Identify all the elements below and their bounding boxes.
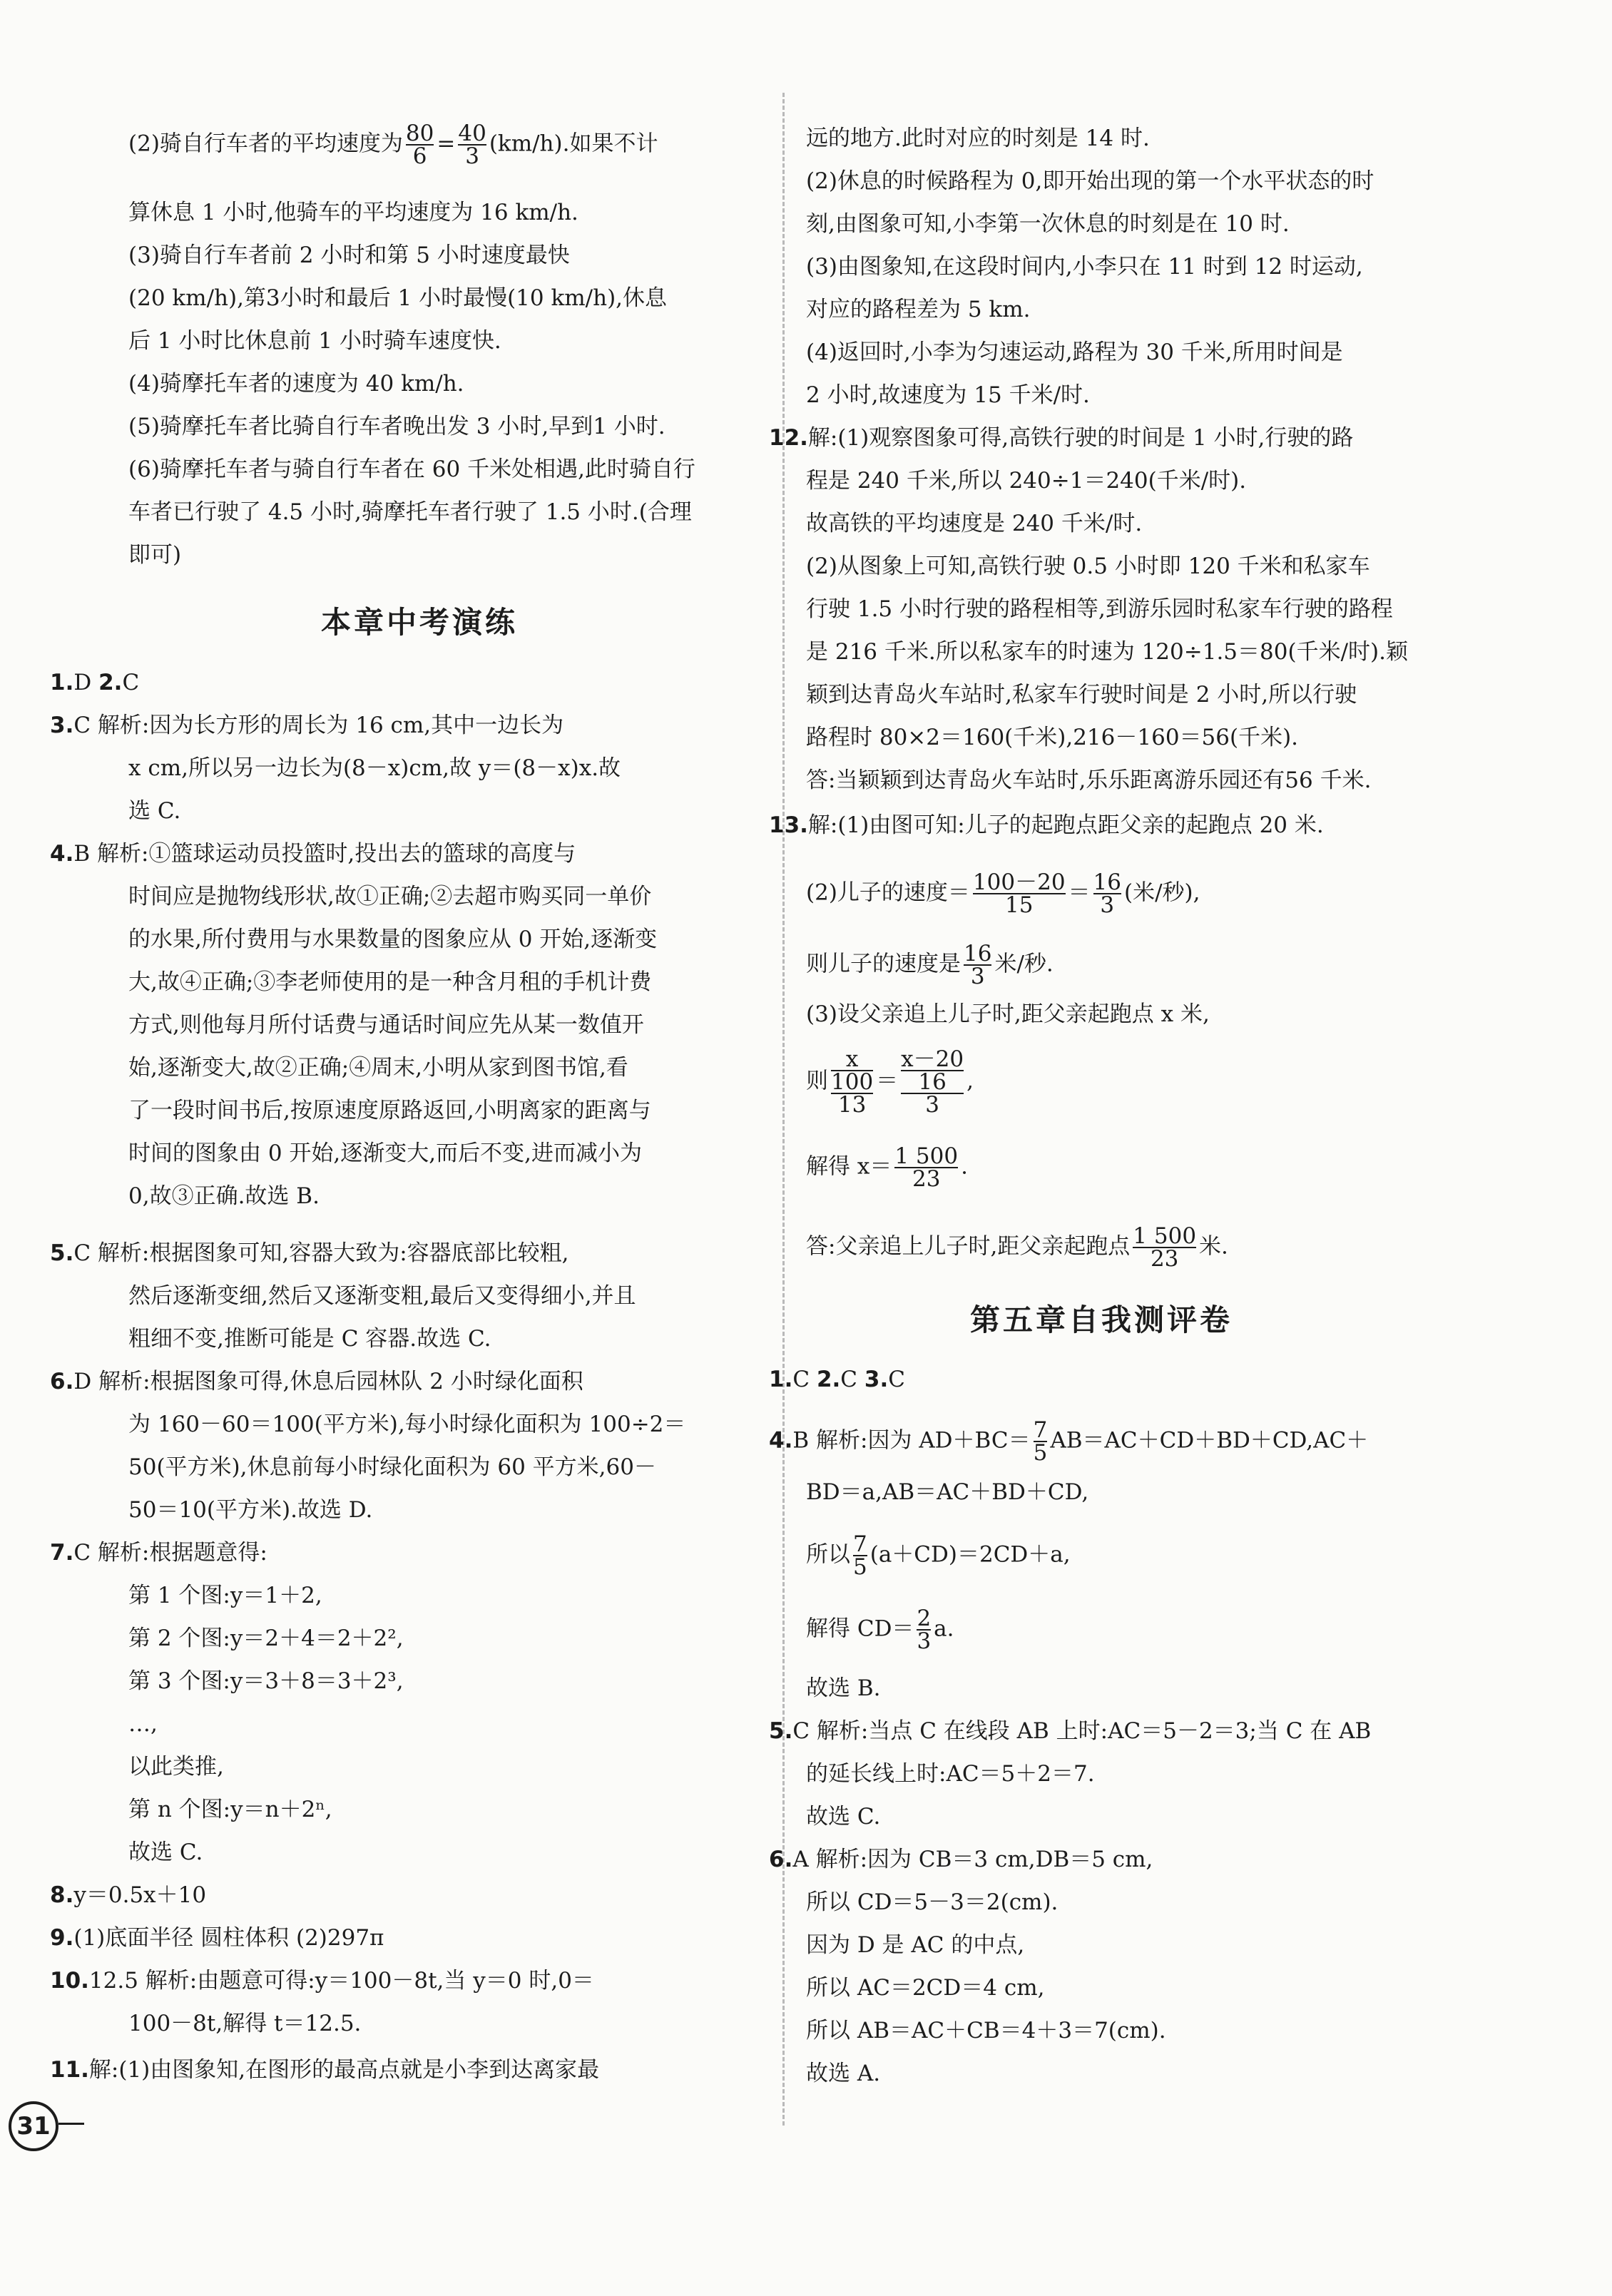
text-line: (2)儿子的速度＝ $\frac{100-20}{15}$ ＝ $\frac{16}{3}$ (米/秒),: [806, 869, 1200, 918]
answer-item: 13.解:(1)由图可知:儿子的起跑点距父亲的起跑点 20 米.: [769, 812, 1324, 838]
answer-item: 9.(1)底面半径 圆柱体积 (2)297π: [50, 1925, 384, 1951]
answer-item: 10.12.5 解析:由题意可得:y＝100－8t,当 y＝0 时,0＝: [50, 1968, 594, 1994]
answer-item: 3.C 解析:因为长方形的周长为 16 cm,其中一边长为: [50, 713, 564, 738]
text-line: 故选 C.: [806, 1804, 881, 1830]
text-line: 程是 240 千米,所以 240÷1＝240(千米/时).: [806, 468, 1247, 494]
page-number-badge: 31: [9, 2101, 58, 2151]
text-line: 因为 D 是 AC 的中点,: [806, 1932, 1025, 1958]
text-line: 的水果,所付费用与水果数量的图象应从 0 开始,逐渐变: [128, 927, 658, 952]
text-line: 始,逐渐变大,故②正确;④周末,小明从家到图书馆,看: [128, 1055, 628, 1081]
answer-item: 4.B 解析:①篮球运动员投篮时,投出去的篮球的高度与: [50, 841, 576, 867]
text-line: 选 C.: [128, 798, 181, 824]
fraction: $\frac{2}{3}$: [917, 1606, 932, 1654]
text-line: 远的地方.此时对应的时刻是 14 时.: [806, 126, 1150, 151]
answer-item: 5.C 解析:根据图象可知,容器大致为:容器底部比较粗,: [50, 1240, 569, 1266]
fraction: $\frac{16}{3}$: [964, 941, 992, 989]
fraction: $\frac{40}{3}$: [458, 121, 486, 169]
fraction: $\frac{16}{3}$: [1093, 869, 1121, 918]
complex-fraction: x 100 13: [831, 1046, 874, 1118]
text-line: 所以 $\frac{7}{5}$ (a＋CD)＝2CD＋a,: [806, 1531, 1071, 1580]
answer-item: 1.C 2.C 3.C: [769, 1367, 905, 1392]
text-line: 100－8t,解得 t＝12.5.: [128, 2011, 362, 2036]
text-line: (2)休息的时候路程为 0,即开始出现的第一个水平状态的时: [806, 168, 1374, 194]
text-line: 的延长线上时:AC＝5＋2＝7.: [806, 1761, 1095, 1787]
text-line: 了一段时间书后,按原速度原路返回,小明离家的距离与: [128, 1098, 651, 1123]
text-line: 解得 CD＝ $\frac{2}{3}$ a.: [806, 1606, 954, 1654]
fraction: $\frac{80}{6}$: [405, 121, 434, 169]
answer-item: 1.D 2.C: [50, 670, 140, 695]
complex-fraction: x－20 16 3: [901, 1046, 964, 1118]
answer-item: 6.A 解析:因为 CB＝3 cm,DB＝5 cm,: [769, 1847, 1153, 1872]
text-line: 答:当颖颖到达青岛火车站时,乐乐距离游乐园还有56 千米.: [806, 767, 1372, 793]
text-line: 行驶 1.5 小时行驶的路程相等,到游乐园时私家车行驶的路程: [806, 596, 1393, 622]
text-line: 所以 CD＝5－3＝2(cm).: [806, 1889, 1058, 1915]
fraction: $\frac{1 500}{23}$: [894, 1143, 959, 1192]
text-line: 解得 x＝ $\frac{1 500}{23}$ .: [806, 1143, 968, 1192]
text-line: 故选 C.: [128, 1840, 203, 1865]
text-line: (3)由图象知,在这段时间内,小李只在 11 时到 12 时运动,: [806, 254, 1363, 280]
fraction: $\frac{7}{5}$: [853, 1531, 867, 1580]
page-number-rule: [58, 2123, 84, 2125]
text-line: 算休息 1 小时,他骑车的平均速度为 16 km/h.: [128, 200, 578, 225]
text-line: 所以 AB＝AC＋CB＝4＋3＝7(cm).: [806, 2018, 1166, 2044]
text-line: 是 216 千米.所以私家车的时速为 120÷1.5＝80(千米/时).颖: [806, 639, 1408, 665]
text-line: 所以 AC＝2CD＝4 cm,: [806, 1975, 1045, 2001]
text-line: 方式,则他每月所付话费与通话时间应先从某一数值开: [128, 1012, 644, 1038]
column-divider: [782, 93, 785, 2126]
text-line: 第 n 个图:y＝n＋2ⁿ,: [128, 1797, 332, 1822]
text-line: (2)从图象上可知,高铁行驶 0.5 小时即 120 千米和私家车: [806, 553, 1370, 579]
answer-item: 11.解:(1)由图象知,在图形的最高点就是小李到达离家最: [50, 2057, 600, 2083]
text-line: 以此类推,: [128, 1754, 224, 1780]
text-line: 2 小时,故速度为 15 千米/时.: [806, 382, 1090, 408]
section-heading: 第五章自我测评卷: [970, 1302, 1233, 1337]
answer-item: 12.解:(1)观察图象可得,高铁行驶的时间是 1 小时,行驶的路: [769, 425, 1354, 451]
text-line: 为 160－60＝100(平方米),每小时绿化面积为 100÷2＝: [128, 1412, 686, 1437]
text-line: 0,故③正确.故选 B.: [128, 1183, 320, 1209]
text-line: 后 1 小时比休息前 1 小时骑车速度快.: [128, 328, 501, 354]
text-line: (3)设父亲追上儿子时,距父亲起跑点 x 米,: [806, 1001, 1210, 1027]
section-heading: 本章中考演练: [321, 605, 519, 640]
text-line: (5)骑摩托车者比骑自行车者晚出发 3 小时,早到1 小时.: [128, 414, 665, 439]
text-line: 路程时 80×2＝160(千米),216－160＝56(千米).: [806, 725, 1299, 750]
text-line: 50＝10(平方米).故选 D.: [128, 1497, 373, 1523]
text-line: 车者已行驶了 4.5 小时,骑摩托车者行驶了 1.5 小时.(合理: [128, 499, 692, 525]
text-line: 故高铁的平均速度是 240 千米/时.: [806, 511, 1143, 536]
text-line: 则 x 100 13 ＝ x－20 16 3 ,: [806, 1046, 974, 1118]
text-line: (3)骑自行车者前 2 小时和第 5 小时速度最快: [128, 243, 570, 268]
text-line: x cm,所以另一边长为(8－x)cm,故 y＝(8－x)x.故: [128, 755, 621, 781]
text-line: (4)返回时,小李为匀速运动,路程为 30 千米,所用时间是: [806, 340, 1343, 365]
text-line: 即可): [128, 542, 182, 568]
text-line: 然后逐渐变细,然后又逐渐变粗,最后又变得细小,并且: [128, 1283, 636, 1309]
text-line: 颖到达青岛火车站时,私家车行驶时间是 2 小时,所以行驶: [806, 682, 1357, 708]
fraction: $\frac{7}{5}$: [1033, 1417, 1048, 1466]
text-line: (6)骑摩托车者与骑自行车者在 60 千米处相遇,此时骑自行: [128, 456, 695, 482]
text-line: 对应的路程差为 5 km.: [806, 297, 1031, 322]
text-line: 刻,由图象可知,小李第一次休息的时刻是在 10 时.: [806, 211, 1290, 237]
text-line: 则儿子的速度是 $\frac{16}{3}$ 米/秒.: [806, 941, 1054, 989]
fraction: $\frac{1 500}{23}$: [1133, 1223, 1197, 1272]
answer-item: 5.C 解析:当点 C 在线段 AB 上时:AC＝5－2＝3;当 C 在 AB: [769, 1718, 1372, 1744]
fraction: $\frac{100-20}{15}$: [972, 869, 1066, 918]
answer-item: 4.B 解析:因为 AD＋BC＝ $\frac{7}{5}$ AB＝AC＋CD＋BD＋CD,AC＋: [769, 1417, 1369, 1466]
text-line: (4)骑摩托车者的速度为 40 km/h.: [128, 371, 464, 397]
text-line: 时间应是抛物线形状,故①正确;②去超市购买同一单价: [128, 884, 652, 909]
text-line: 粗细不变,推断可能是 C 容器.故选 C.: [128, 1326, 491, 1352]
text-line: 答:父亲追上儿子时,距父亲起跑点 $\frac{1 500}{23}$ 米.: [806, 1223, 1228, 1272]
text-line: 时间的图象由 0 开始,逐渐变大,而后不变,进而减小为: [128, 1141, 642, 1166]
text-line: 50(平方米),休息前每小时绿化面积为 60 平方米,60－: [128, 1454, 656, 1480]
answer-item: 7.C 解析:根据题意得:: [50, 1540, 267, 1566]
answer-item: 8.y＝0.5x＋10: [50, 1882, 207, 1908]
text-line: (20 km/h),第3小时和最后 1 小时最慢(10 km/h),休息: [128, 285, 668, 311]
text-line: 大,故④正确;③李老师使用的是一种含月租的手机计费: [128, 969, 652, 995]
text-line: …,: [128, 1711, 158, 1737]
text-line: 第 1 个图:y＝1＋2,: [128, 1583, 322, 1608]
text-line: 故选 B.: [806, 1675, 881, 1701]
text-line: (2)骑自行车者的平均速度为 $\frac{80}{6}$ = $\frac{40}{3}$ (km/h).如果不计: [128, 121, 658, 169]
text-line: 故选 A.: [806, 2061, 881, 2086]
text-line: BD＝a,AB＝AC＋BD＋CD,: [806, 1479, 1089, 1505]
text-line: 第 2 个图:y＝2＋4＝2＋2²,: [128, 1626, 404, 1651]
answer-item: 6.D 解析:根据图象可得,休息后园林队 2 小时绿化面积: [50, 1369, 583, 1394]
text-line: 第 3 个图:y＝3＋8＝3＋2³,: [128, 1668, 404, 1694]
